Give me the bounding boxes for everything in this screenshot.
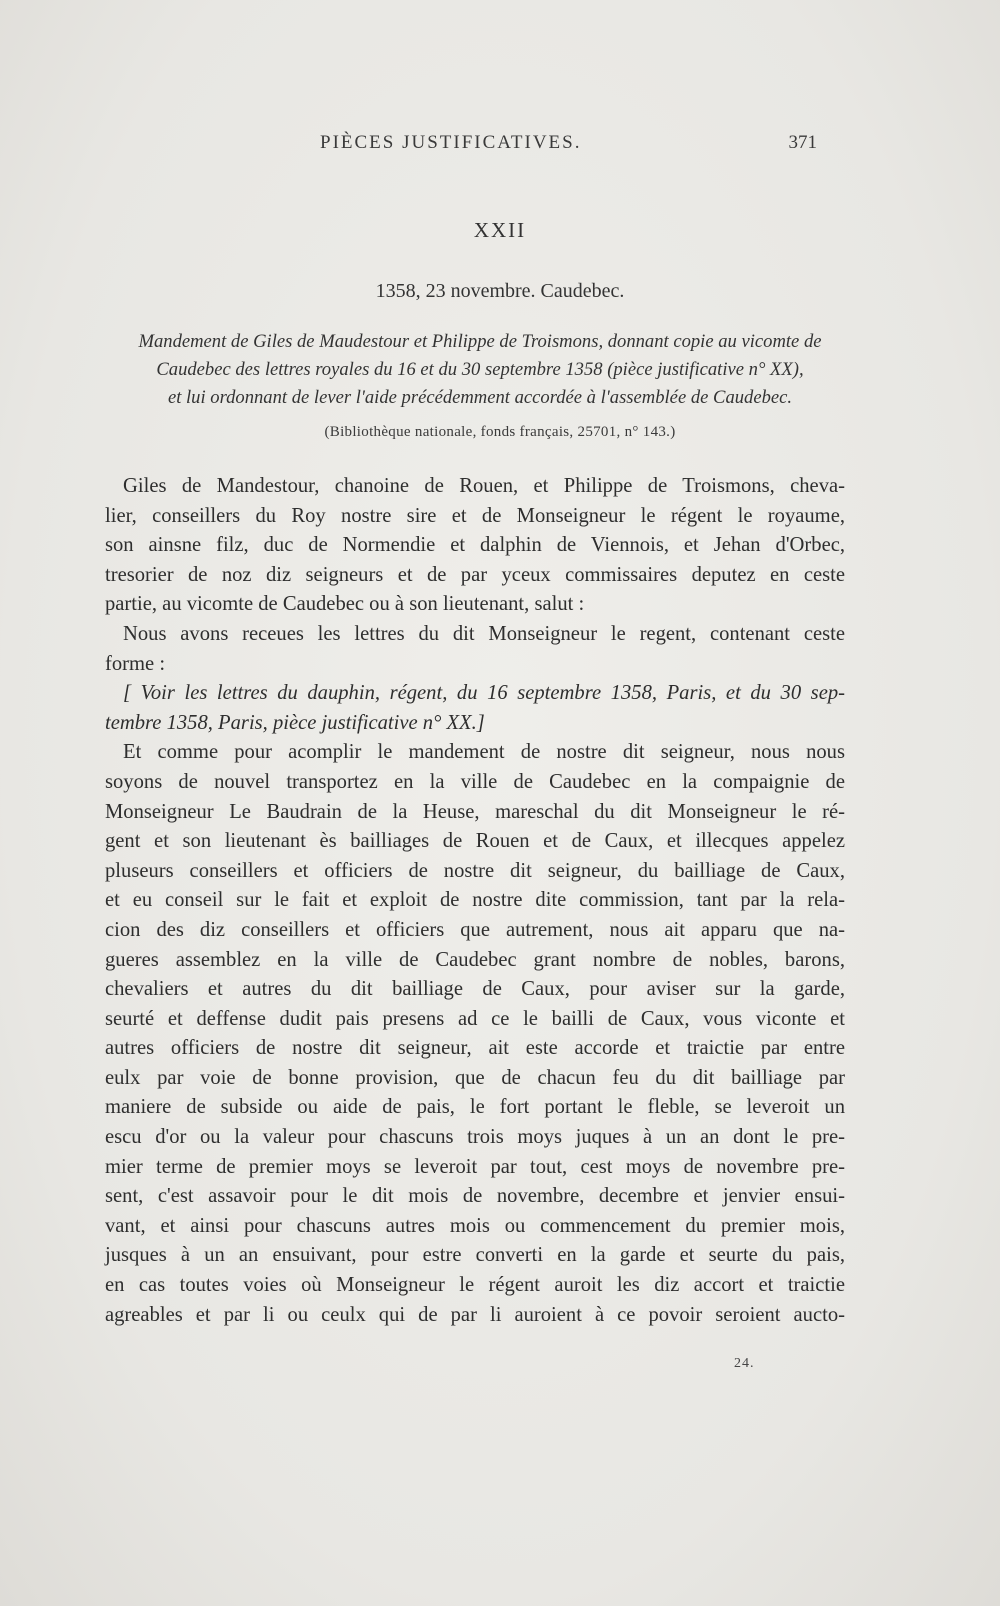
body-line: forme : [105, 652, 166, 675]
body-line: escu d'or ou la valeur pour chascuns trois moys juques à un an dont le pre- [105, 1126, 845, 1149]
body-line: Giles de Mandestour, chanoine de Rouen, et Philippe de Troismons, cheva- [123, 475, 845, 497]
summary-line: Mandement de Giles de Maudestour et Philippe de Troismons, donnant copie au vicomte de [138, 331, 822, 352]
body-line: seurté et deffense dudit pais presens ad ce le bailli de Caux, vous viconte et [105, 1007, 845, 1030]
running-title: PIÈCES JUSTIFICATIVES. [320, 132, 582, 153]
document-number: XXII [473, 218, 527, 242]
body-line: chevaliers et autres du dit bailliage de Caux, pour aviser sur la garde, [105, 978, 845, 1001]
body-line: sent, c'est assavoir pour le dit mois de novembre, decembre et jenvier ensui- [105, 1185, 845, 1208]
body-line: [ Voir les lettres du dauphin, régent, du 16 septembre 1358, Paris, et du 30 sep- [123, 682, 845, 705]
document-summary [112, 328, 848, 412]
body-line: partie, au vicomte de Caudebec ou à son lieutenant, salut : [105, 593, 585, 616]
summary-line: Caudebec des lettres royales du 16 et du 30 septembre 1358 (pièce justificative n° XX), [156, 359, 804, 380]
body-line: maniere de subside ou aide de pais, le fort portant le fleble, se leveroit un [105, 1096, 845, 1119]
body-line: en cas toutes voies où Monseigneur le régent auroit les diz accort et traictie [105, 1274, 845, 1297]
running-header [320, 132, 815, 162]
body-line: pluseurs conseillers et officiers de nostre dit seigneur, du bailliage de Caux, [105, 859, 845, 882]
body-line: cion des diz conseillers et officiers que autrement, nous ait apparu que na- [105, 918, 845, 941]
page-number: 371 [788, 132, 817, 153]
document-date-line: 1358, 23 novembre. Caudebec. [375, 280, 625, 302]
source-citation: (Bibliothèque nationale, fonds français, 25701, n° 143.) [324, 424, 676, 440]
body-line: tembre 1358, Paris, pièce justificative n° XX.] [105, 711, 485, 734]
body-line: jusques à un an ensuivant, pour estre converti en la garde et seurte du pais, [105, 1244, 845, 1267]
body-line: gent et son lieutenant ès bailliages de Rouen et de Caux, et illecques appelez [105, 830, 845, 853]
body-line: Nous avons receues les lettres du dit Monseigneur le regent, contenant ceste [123, 622, 845, 645]
body-line: gueres assemblez en la ville de Caudebec grant nombre de nobles, barons, [105, 948, 845, 971]
body-line: autres officiers de nostre dit seigneur, ait este accorde et traictie par entre [105, 1037, 845, 1060]
body-line: Et comme pour acomplir le mandement de nostre dit seigneur, nous nous [123, 741, 845, 764]
body-line: et eu conseil sur le fait et exploit de nostre dite commission, tant par la rela- [105, 889, 845, 912]
body-line: agreables et par li ou ceulx qui de par li auroient à ce povoir seroient aucto- [105, 1303, 845, 1326]
body-line: mier terme de premier moys se leveroit par tout, cest moys de novembre pre- [105, 1155, 845, 1178]
body-line: lier, conseillers du Roy nostre sire et de Monseigneur le régent le royaume, [105, 504, 845, 527]
body-line: soyons de nouvel transportez en la ville de Caudebec en la compaignie de [105, 770, 845, 793]
document-body [105, 472, 845, 1330]
body-line: tresorier de noz diz seigneurs et de par yceux commissaires deputez en ceste [105, 563, 845, 586]
signature-mark: 24. [734, 1356, 755, 1371]
body-line: son ainsne filz, duc de Normendie et dalphin de Viennois, et Jehan d'Orbec, [105, 534, 845, 557]
body-line: vant, et ainsi pour chascuns autres mois ou commencement du premier mois, [105, 1214, 845, 1237]
body-line: Monseigneur Le Baudrain de la Heuse, mareschal du dit Monseigneur le ré- [105, 800, 845, 823]
body-line: eulx par voie de bonne provision, que de chacun feu du dit bailliage par [105, 1066, 845, 1089]
summary-line: et lui ordonnant de lever l'aide précédemment accordée à l'assemblée de Caudebec. [167, 387, 793, 408]
